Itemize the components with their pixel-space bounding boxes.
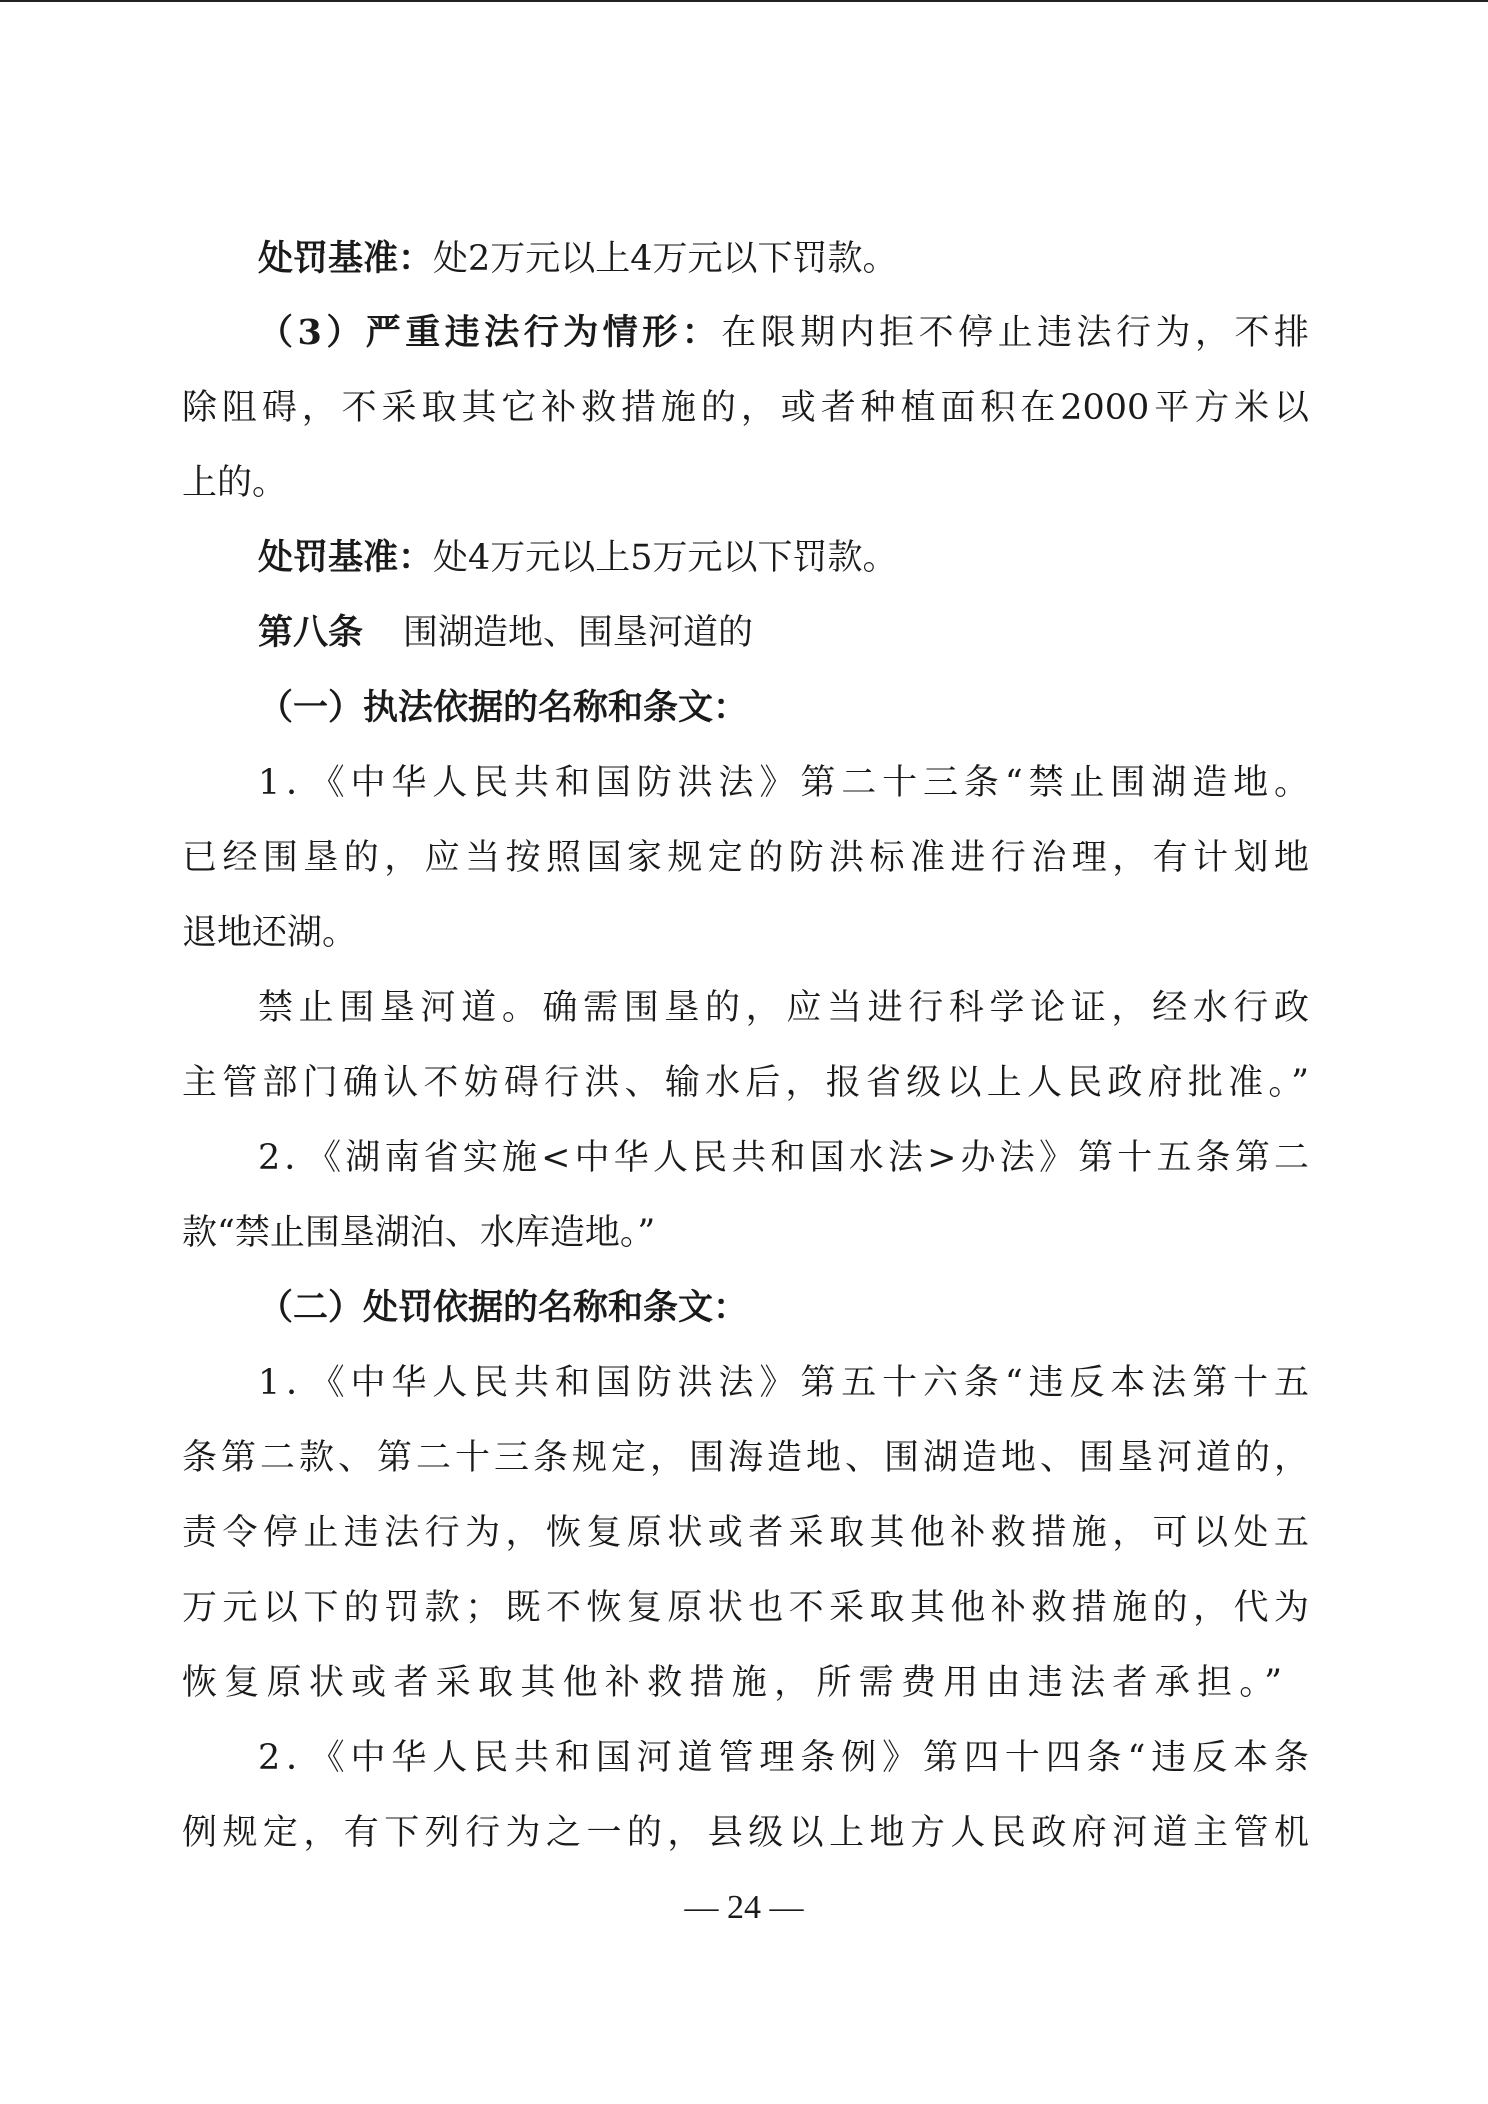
severity-label: （3）严重违法行为情形： xyxy=(258,312,722,353)
text-line: 退地还湖。 xyxy=(182,913,358,953)
text-line: 1．《中华人民共和国防洪法》第二十三条“禁止围湖造地。 xyxy=(258,763,1309,803)
text-line: 2．《湖南省实施<中华人民共和国水法>办法》第十五条第二 xyxy=(258,1138,1309,1178)
text-line: 万元以下的罚款；既不恢复原状也不采取其他补救措施的，代为 xyxy=(182,1588,1309,1628)
text-line: 除阻碍，不采取其它补救措施的，或者种植面积在2000平方米以 xyxy=(182,388,1309,428)
article-title: 围湖造地、围垦河道的 xyxy=(403,613,754,653)
text-line: 禁止围垦河道。确需围垦的，应当进行科学论证，经水行政 xyxy=(258,988,1309,1028)
penalty-benchmark-label: 处罚基准： xyxy=(258,537,434,578)
text-line: 已经围垦的，应当按照国家规定的防洪标准进行治理，有计划地 xyxy=(182,838,1309,878)
text-line: （3）严重违法行为情形：在限期内拒不停止违法行为，不排 xyxy=(258,312,1309,353)
section-heading: （二）处罚依据的名称和条文： xyxy=(258,1287,749,1328)
text-line: 上的。 xyxy=(182,463,288,503)
penalty-benchmark-label: 处罚基准： xyxy=(258,238,434,279)
text-line: 责令停止违法行为，恢复原状或者采取其他补救措施，可以处五 xyxy=(182,1513,1309,1553)
text-line: 例规定，有下列行为之一的，县级以上地方人民政府河道主管机 xyxy=(182,1813,1309,1853)
text-line: 1．《中华人民共和国防洪法》第五十六条“违反本法第十五 xyxy=(258,1363,1309,1403)
section-heading: （一）执法依据的名称和条文： xyxy=(258,687,749,728)
text-line: 处罚基准：处2万元以上4万元以下罚款。 xyxy=(258,238,898,279)
text-line: 主管部门确认不妨碍行洪、输水后，报省级以上人民政府批准。” xyxy=(182,1063,1309,1103)
text-line: 条第二款、第二十三条规定，围海造地、围湖造地、围垦河道的， xyxy=(182,1438,1309,1478)
text-line: 2．《中华人民共和国河道管理条例》第四十四条“违反本条 xyxy=(258,1738,1309,1778)
page-number: — 24 — xyxy=(684,1889,804,1926)
article-heading xyxy=(258,611,753,655)
text-line: 处罚基准：处4万元以上5万元以下罚款。 xyxy=(258,537,898,578)
text-line: 恢复原状或者采取其他补救措施，所需费用由违法者承担。” xyxy=(182,1663,1282,1703)
top-border xyxy=(0,0,1488,2)
article-number: 第八条 xyxy=(258,613,364,653)
text-line: 款“禁止围垦湖泊、水库造地。” xyxy=(182,1213,656,1253)
